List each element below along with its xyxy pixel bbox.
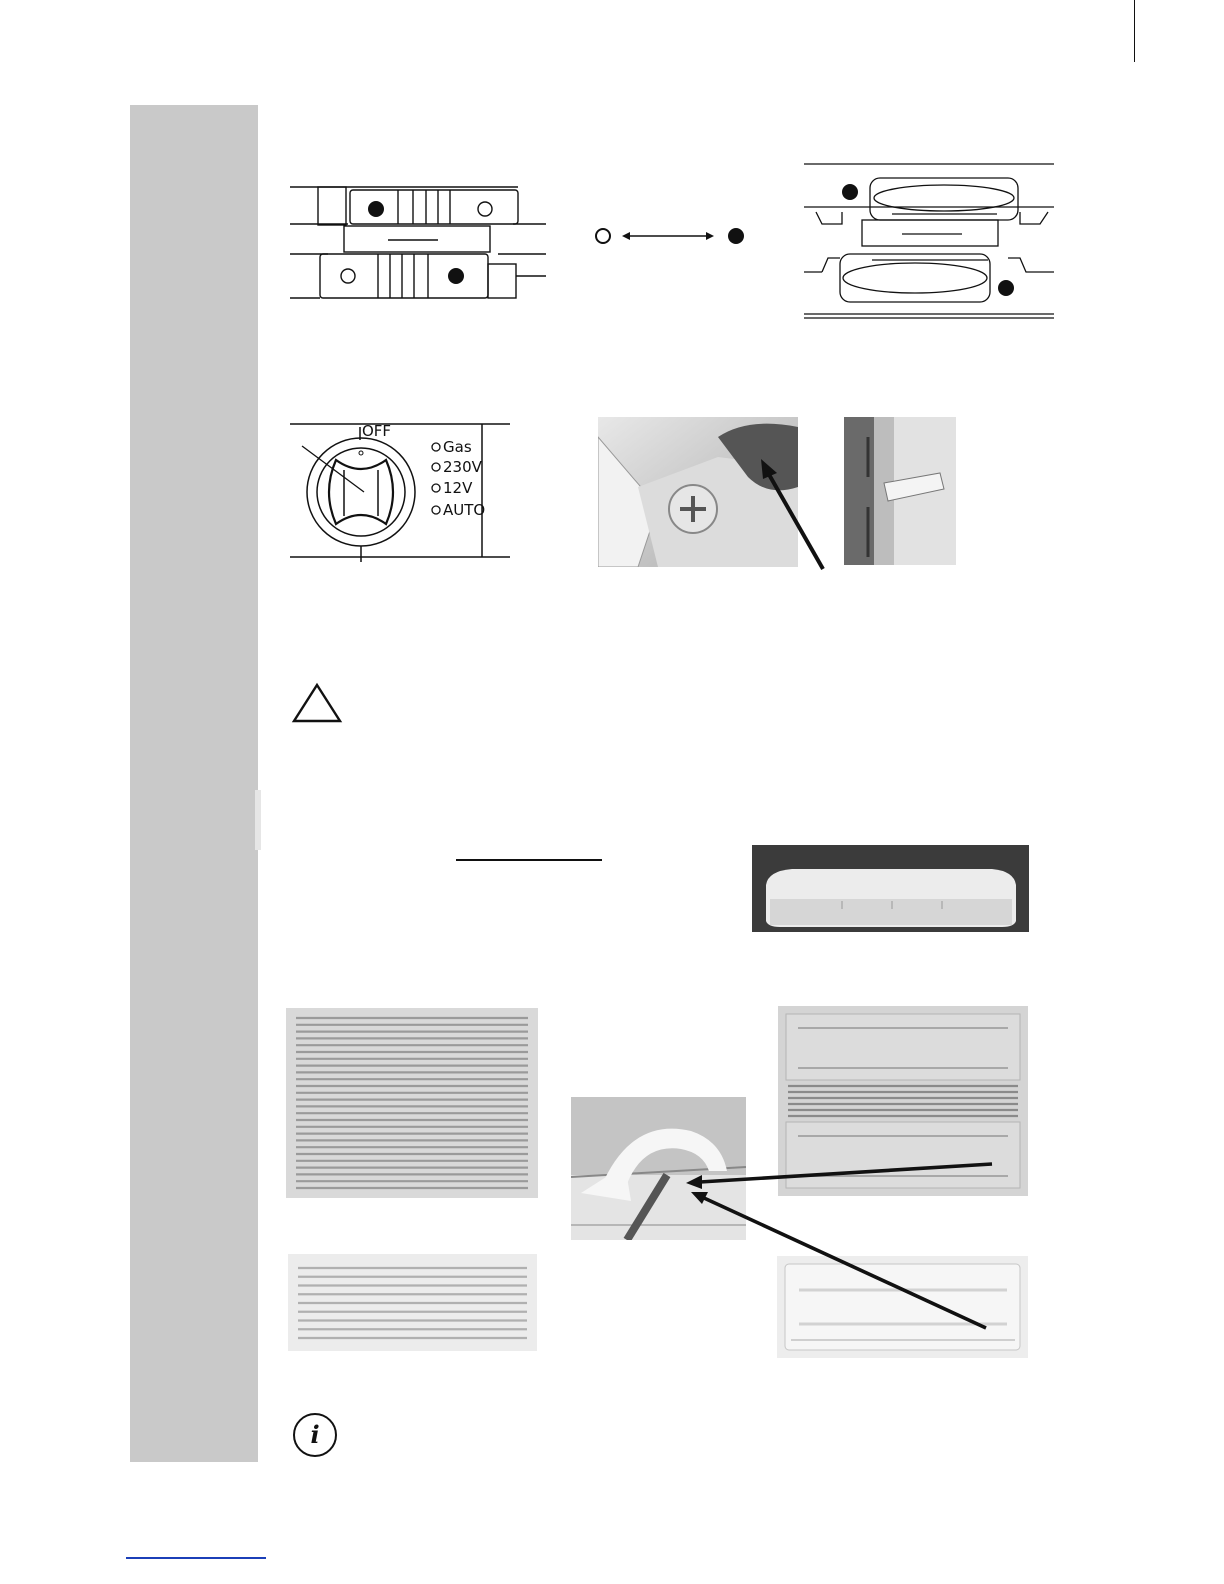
hinge-diagram-left <box>288 182 548 302</box>
door-edge-photo <box>844 417 956 565</box>
heading-underline <box>456 859 602 861</box>
pointer-arrow-hinge <box>755 455 835 575</box>
switch-label-12v: 12V <box>443 479 473 497</box>
cover-plate-top <box>786 1014 1020 1080</box>
pointer-arrows-grille <box>560 1090 1020 1340</box>
switch-label-off: OFF <box>362 422 392 440</box>
footer-rule <box>126 1557 266 1559</box>
hinge-diagram-right <box>802 160 1058 320</box>
winter-cover-photo <box>752 845 1029 932</box>
page-sidebar <box>130 105 258 1462</box>
energy-selector-panel <box>288 420 514 562</box>
sidebar-notch <box>255 790 261 850</box>
vent-grille-large-photo <box>286 1008 538 1198</box>
info-icon <box>293 1413 337 1457</box>
switch-label-auto: AUTO <box>443 501 486 519</box>
info-icon-glyph: i <box>310 1420 320 1449</box>
swap-arrow-diagram <box>588 222 754 252</box>
vent-grille-small-photo <box>288 1254 537 1351</box>
switch-label-gas: Gas <box>443 438 472 456</box>
switch-label-230v: 230V <box>443 458 482 476</box>
top-crop-mark <box>1134 0 1135 62</box>
warning-triangle-icon <box>291 682 343 724</box>
